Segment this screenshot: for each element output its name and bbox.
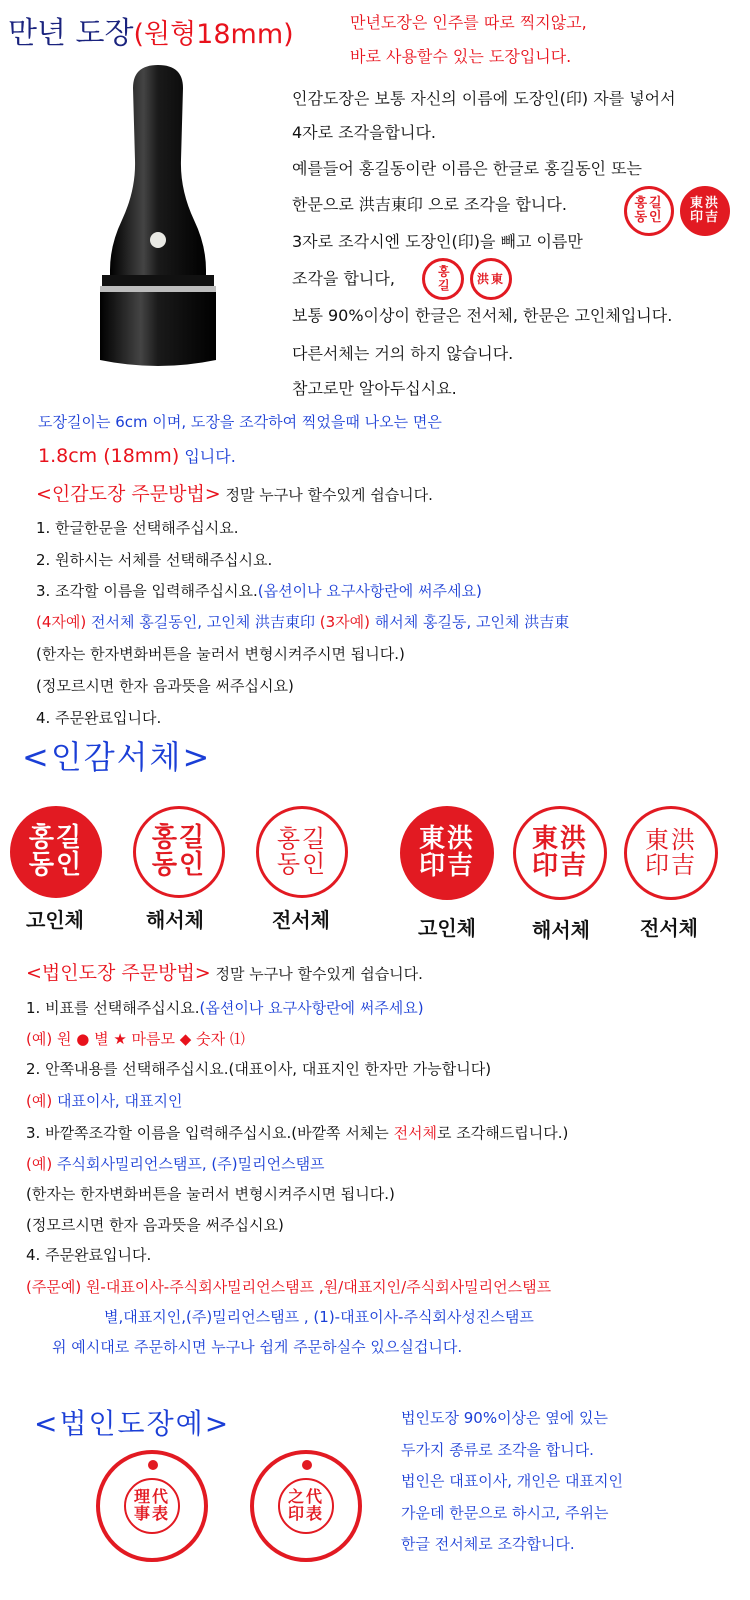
personal-step-4: 4. 주문완료입니다. [36,709,162,727]
personal-examples: (4자예) 전서체 홍길동인, 고인체 洪吉東印 (3자예) 해서체 홍길동, 고인체 洪吉東 [36,613,570,631]
label-korean-jeonseo: 전서체 [272,908,330,932]
desc-line-2: 4자로 조각을합니다. [292,123,436,142]
size-info-line: 도장길이는 6cm 이며, 도장을 조각하여 찍었을때 나오는 면은 [38,413,442,431]
corporate-note-line-2: 두가지 종류로 조각을 합니다. [401,1441,594,1459]
seal-korean-goin: 홍길 동인 [10,806,102,898]
label-korean-haeseo: 해서체 [146,908,204,932]
example-seal-korean-small: 홍길 동인 [624,186,674,236]
personal-order-subtitle: 정말 누구나 할수있게 쉽습니다. [220,486,433,504]
corporate-order-title: <법인도장 주문방법> [26,962,211,984]
desc-line-3: 예를들어 홍길동이란 이름은 한글로 홍길동인 또는 [292,159,643,178]
corporate-note-1: (한자는 한자변화버튼을 눌러서 변형시켜주시면 됩니다.) [26,1185,395,1203]
size-value: 1.8cm (18mm) [38,445,180,467]
example-seal-3char-hanja: 洪東 [470,258,512,300]
order-example-line-1: (주문예) 원-대표이사-주식회사밀리언스탬프 ,원/대표지인/주식회사밀리언스탬프 [26,1278,552,1296]
seal-mark-dot [302,1460,312,1470]
personal-order-title: <인감도장 주문방법> [36,483,221,505]
corporate-example-1: (예) 원 ● 별 ★ 마름모 ◆ 숫자 ⑴ [26,1030,245,1048]
corporate-step-2: 2. 안쪽내용를 선택해주십시요.(대표이사, 대표지인 한자만 가능합니다) [26,1060,492,1078]
corporate-step-4: 4. 주문완료입니다. [26,1246,152,1264]
title-main: 만년 도장 [8,16,134,51]
personal-step-1: 1. 한글한문을 선택해주십시요. [36,519,239,537]
label-korean-goin: 고인체 [26,908,84,932]
seal-mark-dot [148,1460,158,1470]
desc-line-1: 인감도장은 보통 자신의 이름에 도장인(印) 자를 넣어서 [292,89,676,108]
personal-note-1: (한자는 한자변화버튼을 눌러서 변형시켜주시면 됩니다.) [36,645,405,663]
personal-order-heading [36,479,433,506]
personal-step-2: 2. 원하시는 서체를 선택해주십시요. [36,551,273,569]
seal-hanja-jeonseo: 東洪 印吉 [624,806,718,900]
desc-line-4: 한문으로 洪吉東印 으로 조각을 합니다. [292,195,567,214]
corporate-step-3: 3. 바깥쪽조각할 이름을 입력해주십시요.(바깥쪽 서체는 전서체로 조각해드립니다.) [26,1124,569,1142]
intro-line-2: 바로 사용할수 있는 도장입니다. [350,47,572,66]
seal-korean-haeseo: 홍길 동인 [133,806,225,898]
corporate-order-subtitle: 정말 누구나 할수있게 쉽습니다. [210,965,423,983]
fonts-section-heading: <인감서체> [22,738,212,776]
corporate-examples-heading: <법인도장예> [34,1407,231,1440]
seal-hanja-goin: 東洪 印吉 [400,806,494,900]
corporate-order-heading [26,958,423,985]
order-example-line-3: 위 예시대로 주문하시면 누구나 쉽게 주문하실수 있으실겁니다. [52,1338,463,1356]
corporate-note-line-5: 한글 전서체로 조각합니다. [401,1535,575,1553]
example-seal-hanja-small: 東洪 印吉 [680,186,730,236]
corporate-note-line-1: 법인도장 90%이상은 옆에 있는 [401,1409,609,1427]
seal-korean-jeonseo: 홍길 동인 [256,806,348,898]
desc-line-7: 보통 90%이상이 한글은 전서체, 한문은 고인체입니다. [292,306,673,325]
corporate-seal-ceo [96,1450,208,1562]
example-seal-3char-korean: 홍길 [422,258,464,300]
intro-line-1: 만년도장은 인주를 따로 찍지않고, [350,13,587,32]
desc-line-9: 참고로만 알아두십시요. [292,379,457,398]
stamp-product-image [88,60,228,390]
order-example-line-2: 별,대표지인,(주)밀리언스탬프 , (1)-대표이사-주식회사성진스탬프 [104,1308,534,1326]
corporate-seal-representative [250,1450,362,1562]
label-hanja-goin: 고인체 [418,916,476,940]
corporate-note-2: (정모르시면 한자 음과뜻을 써주십시요) [26,1216,284,1234]
corporate-step-1: 1. 비표를 선택해주십시요.(옵션이나 요구사항란에 써주세요) [26,999,424,1017]
seal-hanja-haeseo: 東洪 印吉 [513,806,607,900]
page-title [8,8,294,52]
personal-step-3: 3. 조각할 이름을 입력해주십시요.(옵션이나 요구사항란에 써주세요) [36,582,482,600]
desc-line-6: 조각을 합니다, [292,269,395,288]
desc-line-5: 3자로 조각시엔 도장인(印)을 빼고 이름만 [292,232,583,251]
label-hanja-haeseo: 해서체 [532,918,590,942]
corporate-example-3: (예) 주식회사밀리언스탬프, (주)밀리언스탬프 [26,1155,325,1173]
size-suffix: 입니다. [179,447,236,466]
size-info-value-line [38,444,236,467]
personal-note-2: (정모르시면 한자 음과뜻을 써주십시요) [36,677,294,695]
corporate-note-line-3: 법인은 대표이사, 개인은 대표지인 [401,1472,623,1490]
label-hanja-jeonseo: 전서체 [640,916,698,940]
desc-line-8: 다른서체는 거의 하지 않습니다. [292,344,514,363]
title-size: (원형18mm) [133,19,294,50]
corporate-seal-ceo-inner: 理代 事表 [124,1478,180,1534]
corporate-note-line-4: 가운데 한문으로 하시고, 주위는 [401,1504,609,1522]
corporate-example-2: (예) 대표이사, 대표지인 [26,1092,183,1110]
corporate-seal-rep-inner: 之代 印表 [278,1478,334,1534]
